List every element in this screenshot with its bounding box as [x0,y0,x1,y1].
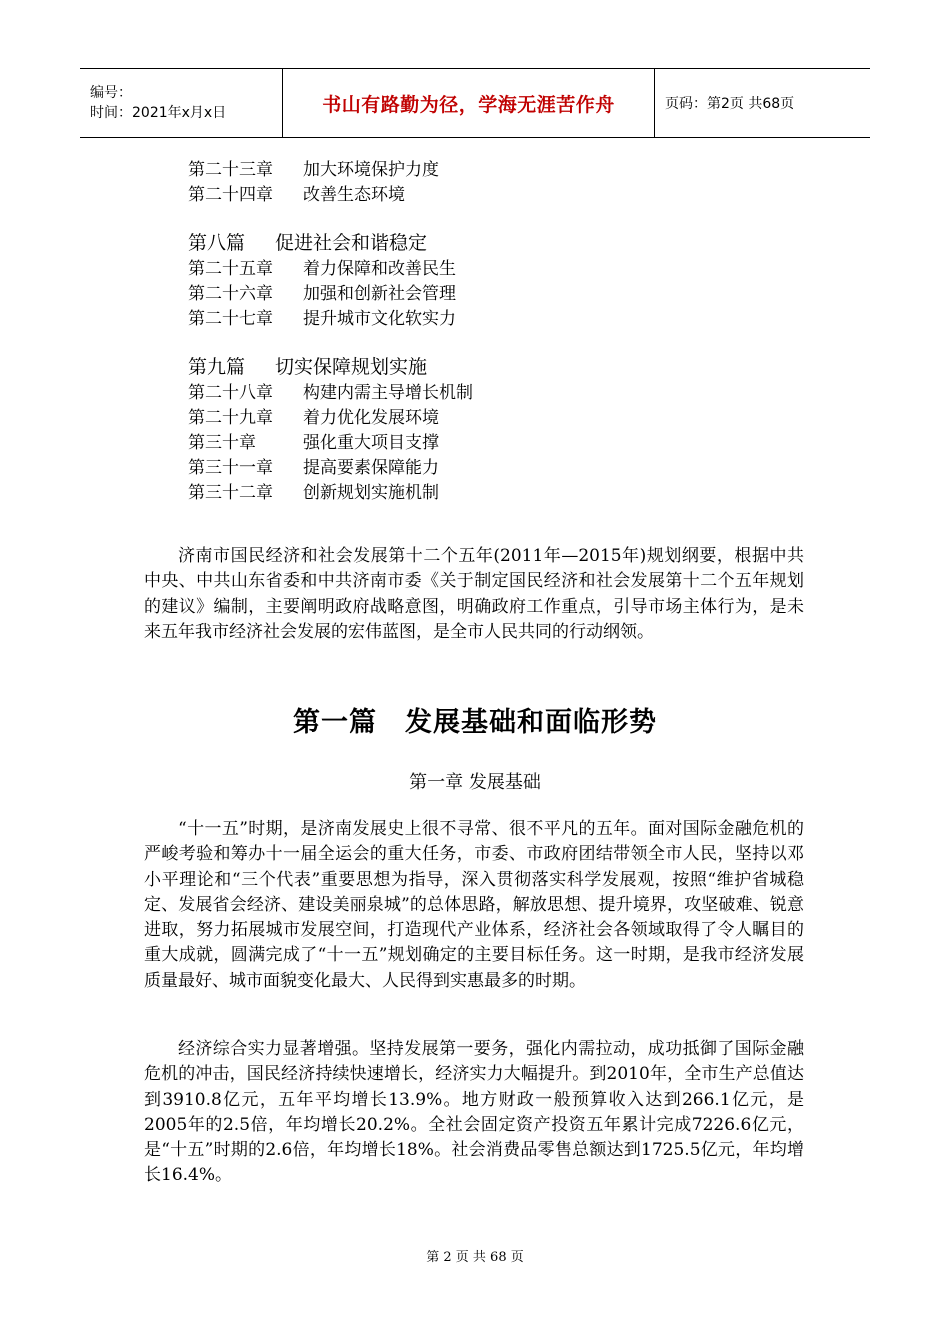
part-title: 第一篇 发展基础和面临形势 [293,707,657,738]
page-header [80,68,870,138]
toc-entry: 第二十九章 着力优化发展环境 [188,408,439,428]
document-number-label: 编号： [90,85,132,101]
toc-entry: 第三十章 强化重大项目支撑 [188,433,439,453]
page-footer: 第 2 页 共 68 页 [426,1250,524,1265]
toc-entry: 第二十六章 加强和创新社会管理 [188,284,456,304]
toc-entry: 第二十四章 改善生态环境 [188,185,405,205]
toc-entry: 第二十五章 着力保障和改善民生 [188,259,456,279]
body-paragraph: 经济综合实力显著增强。坚持发展第一要务，强化内需拉动，成功抵御了国际金融危机的冲击，国民经济持续快速增长，经济实力大幅提升。到2010年，全市生产总值达到3910.8亿元，五年平均增长13.9%。地方财政一般预算收入达到266.1亿元，是2005年的2.5倍，年均增长20.2%。全社会固定资产投资五年累计完成7226.6亿元，是“十五”时期的2.6倍，年均增长18%。社会消费品零售总额达到1725.5亿元，年均增长16.4%。 [144,1039,804,1186]
intro-paragraph: 济南市国民经济和社会发展第十二个五年(2011年—2015年)规划纲要，根据中共中央、中共山东省委和中共济南市委《关于制定国民经济和社会发展第十二个五年规划的建议》编制，主要阐明政府战略意图，明确政府工作重点，引导市场主体行为，是未来五年我市经济社会发展的宏伟蓝图，是全市人民共同的行动纲领。 [144,546,804,642]
toc-entry: 第三十一章 提高要素保障能力 [188,458,439,478]
toc-entry: 第三十二章 创新规划实施机制 [188,483,439,503]
header-page-info: 页码：第2页 共68页 [665,96,795,112]
header-motto: 书山有路勤为径，学海无涯苦作舟 [322,93,615,116]
header-meta [80,69,282,137]
document-date: 时间：2021年x月x日 [90,105,227,121]
table-of-contents [188,158,473,506]
toc-part-heading: 第九篇 切实保障规划实施 [188,356,428,378]
header-motto-cell [282,69,655,137]
body-paragraph: “十一五”时期，是济南发展史上很不寻常、很不平凡的五年。面对国际金融危机的严峻考验和筹办十一届全运会的重大任务，市委、市政府团结带领全市人民，坚持以邓小平理论和“三个代表”重要思想为指导，深入贯彻落实科学发展观，按照“维护省城稳定、发展省会经济、建设美丽泉城”的总体思路，解放思想、提升境界，攻坚破难、锐意进取，努力拓展城市发展空间，打造现代产业体系，经济社会各领域取得了令人瞩目的重大成就，圆满完成了“十一五”规划确定的主要目标任务。这一时期，是我市经济发展质量最好、城市面貌变化最大、人民得到实惠最多的时期。 [144,819,804,991]
toc-entry: 第二十三章 加大环境保护力度 [188,160,439,180]
chapter-title: 第一章 发展基础 [409,772,541,793]
toc-part-heading: 第八篇 促进社会和谐稳定 [188,232,428,254]
toc-entry: 第二十七章 提升城市文化软实力 [188,309,456,329]
toc-entry: 第二十八章 构建内需主导增长机制 [188,383,473,403]
